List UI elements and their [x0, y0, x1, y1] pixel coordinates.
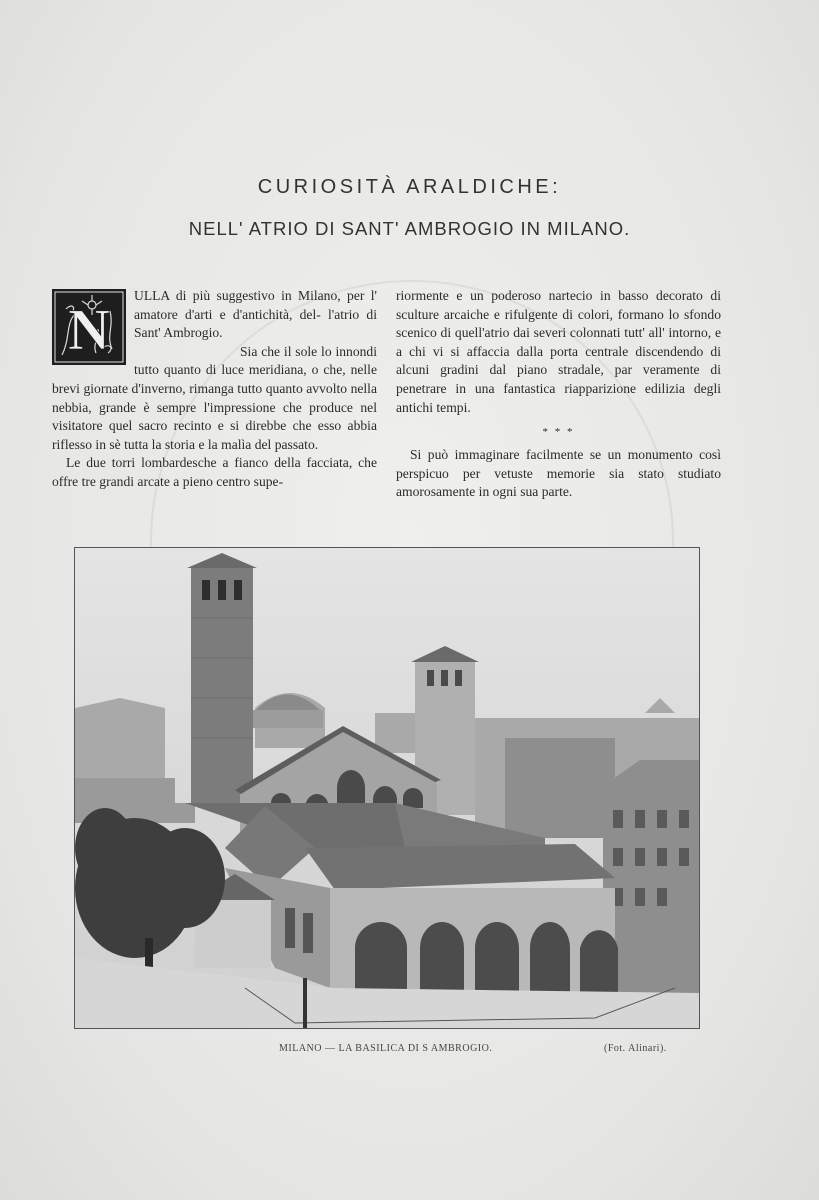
article-title: CURIOSITÀ ARALDICHE: [257, 176, 562, 198]
figure-caption-row [0, 1043, 819, 1059]
basilica-photograph [74, 547, 700, 1029]
paragraph-3: Le due torri lombardesche a fianco della facciata, che offre tre grandi arcate a pieno centro supe- [52, 455, 377, 489]
figure-caption: MILANO — LA BASILICA DI S AMBROGIO. [279, 1043, 493, 1054]
paragraph-4: riormente e un poderoso nartecio in basso decorato di sculture arcaiche e rifulgente di colori, formano lo sfondo scenico di quell'atrio dai severi colonnati tutt' all' intorno, e a chi vi si affaccia dalla porta centrale discendendo di alcuni gradini dal piano stradale, par veramente di penetrare in una fantastica riapparizione edilizia degli antichi tempi. [396, 288, 721, 415]
text-column-right [396, 287, 721, 502]
svg-text:N: N [68, 297, 110, 362]
asterism-divider: * * * [542, 426, 575, 439]
paragraph-2: Sia che il sole lo innondi tutto quanto di luce meridiana, o che, nelle brevi giornate d'inverno, rimanga tutto quanto avvolto nella nebbia, grande è sempre l'impressione che produce nel visitatore quel sacro recinto e si direbbe che esso abbia riflesso in sè tutta la storia e la malìa del passato. [52, 343, 377, 452]
ornamental-dropcap-n [52, 289, 126, 365]
article-subtitle: NELL' ATRIO DI SANT' AMBROGIO IN MILANO. [188, 218, 631, 239]
photo-credit: (Fot. Alinari). [604, 1043, 667, 1054]
text-column-left [52, 287, 377, 492]
paragraph-5: Si può immaginare facilmente se un monumento così perspicuo per vetuste memorie sia stato studiato amorosamente in ogni sua parte. [396, 447, 721, 500]
paragraph-1: ULLA di più suggestivo in Milano, per l' amatore d'arti e d'antichità, del- l'atrio di Sant' Ambrogio. [134, 288, 377, 341]
